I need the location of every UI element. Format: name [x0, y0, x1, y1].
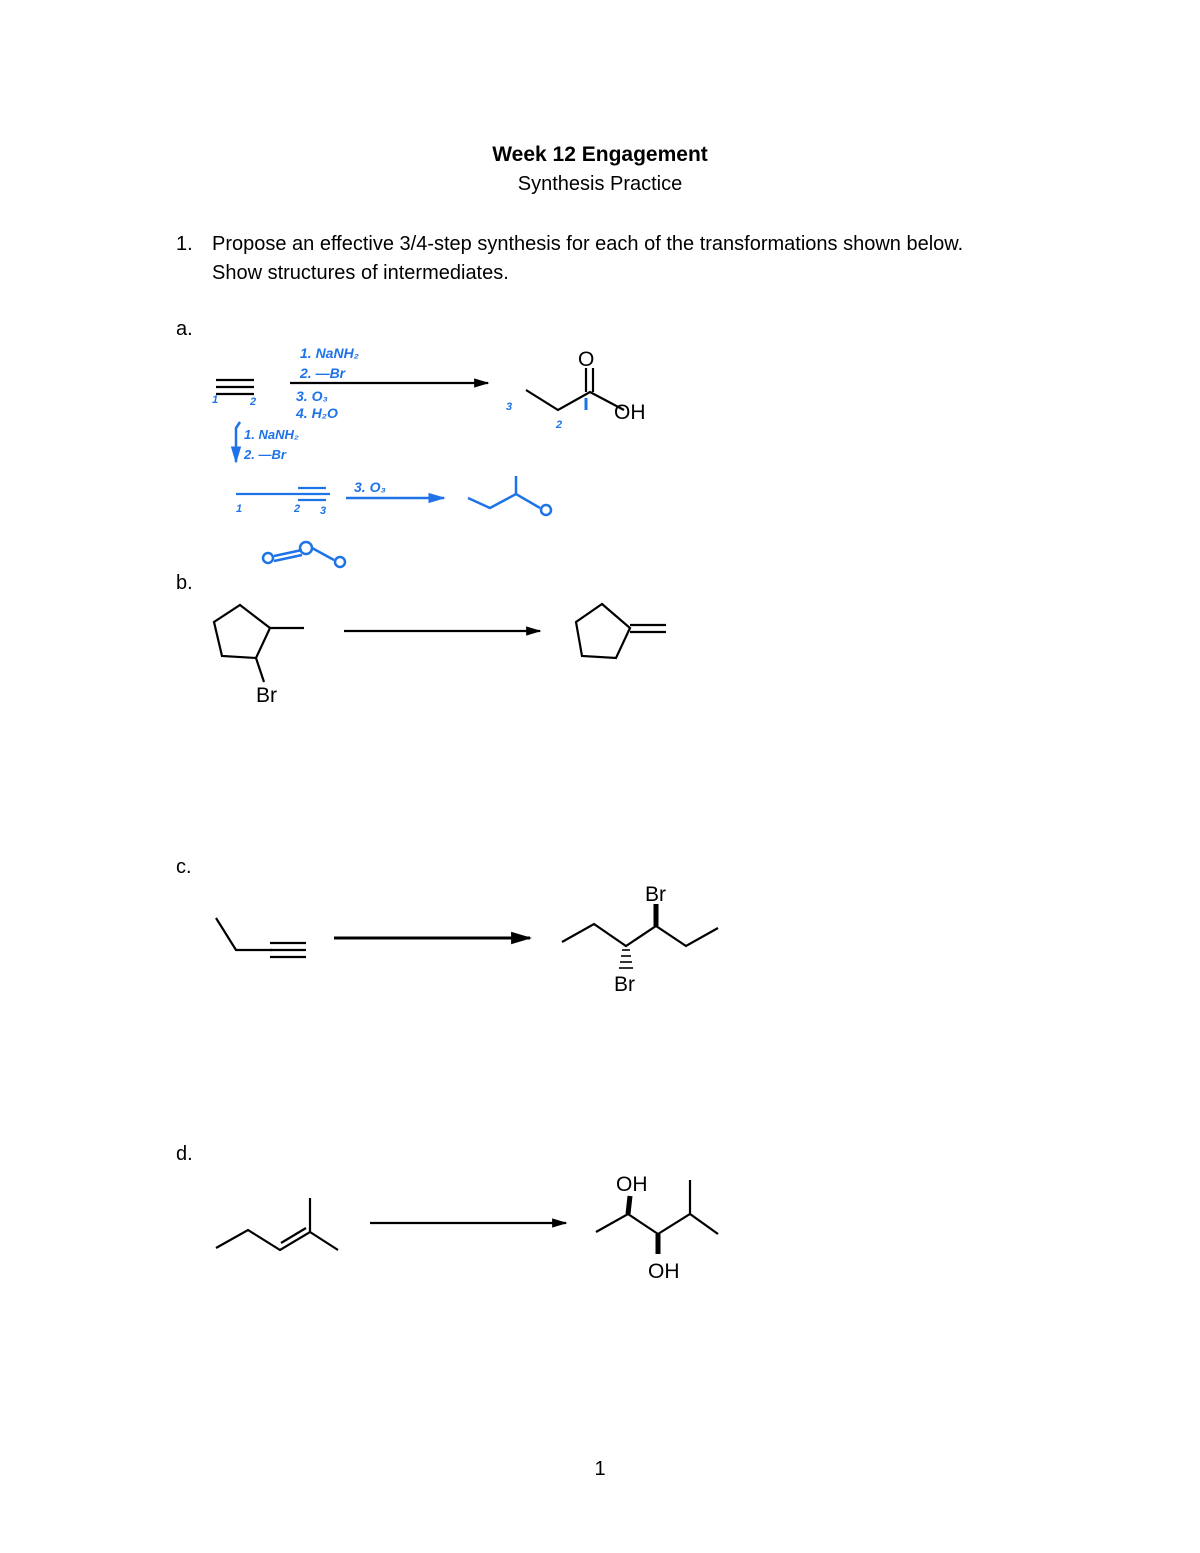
question-line-2: Show structures of intermediates. [212, 262, 509, 284]
part-c-label: c. [176, 856, 192, 878]
note-c2-label-product: 2 [556, 419, 563, 431]
question-line-1: Propose an effective 3/4-step synthesis for each of the transformations shown below. [212, 233, 964, 255]
part-a-reactant-ethyne [216, 380, 254, 394]
part-d-top-hydroxyl-label: OH [616, 1173, 648, 1196]
note-byproduct-co2 [263, 542, 345, 567]
page-title: Week 12 Engagement [492, 143, 708, 166]
note-int-c3: 3 [320, 505, 327, 517]
part-c-top-bromine-label: Br [645, 883, 666, 906]
part-c-bottom-bromine-label: Br [614, 973, 635, 996]
handwritten-annotations [212, 345, 586, 567]
part-c-product-dibromohexane [562, 904, 718, 968]
part-d-product-diol [596, 1180, 718, 1254]
note-route1-step2: 2. —Br [300, 365, 346, 381]
note-route1-step4: 4. H₂O [296, 405, 338, 421]
part-b-product-methylenecyclopentane [576, 604, 666, 658]
note-c2-label: 2 [250, 396, 257, 408]
note-int-c1: 1 [236, 503, 243, 515]
question-number: 1. [176, 233, 193, 255]
note-route1-step3: 3. O₃ [296, 388, 328, 404]
part-b-reactant [214, 605, 304, 682]
note-intermediate-1-butyne [236, 488, 330, 500]
part-a-label: a. [176, 318, 193, 340]
part-c-reactant-butyne [216, 918, 306, 957]
note-route1-step1: 1. NaNH₂ [300, 345, 360, 361]
part-b-bromine-label: Br [256, 684, 277, 707]
note-c1-label: 1 [212, 394, 219, 406]
page-number: 1 [594, 1458, 606, 1480]
note-route2-step1: 1. NaNH₂ [244, 427, 299, 442]
part-b-label: b. [176, 572, 193, 594]
part-a-hydroxyl-label: OH [614, 401, 646, 424]
part-d-bottom-hydroxyl-label: OH [648, 1260, 680, 1283]
note-route2-step2: 2. —Br [244, 447, 286, 462]
page-subtitle: Synthesis Practice [517, 173, 683, 195]
part-d-reactant-methylpentene [216, 1198, 338, 1250]
part-d-label: d. [176, 1143, 193, 1165]
note-route2-step3: 3. O₃ [354, 479, 386, 495]
part-a-product-propanoic-acid [526, 368, 624, 410]
note-c3-label-product: 3 [506, 401, 513, 413]
part-a-oxygen-label: O [578, 348, 595, 371]
note-route2-arrow [236, 422, 240, 462]
note-int-c2: 2 [294, 503, 301, 515]
note-ketone-product [468, 476, 551, 515]
